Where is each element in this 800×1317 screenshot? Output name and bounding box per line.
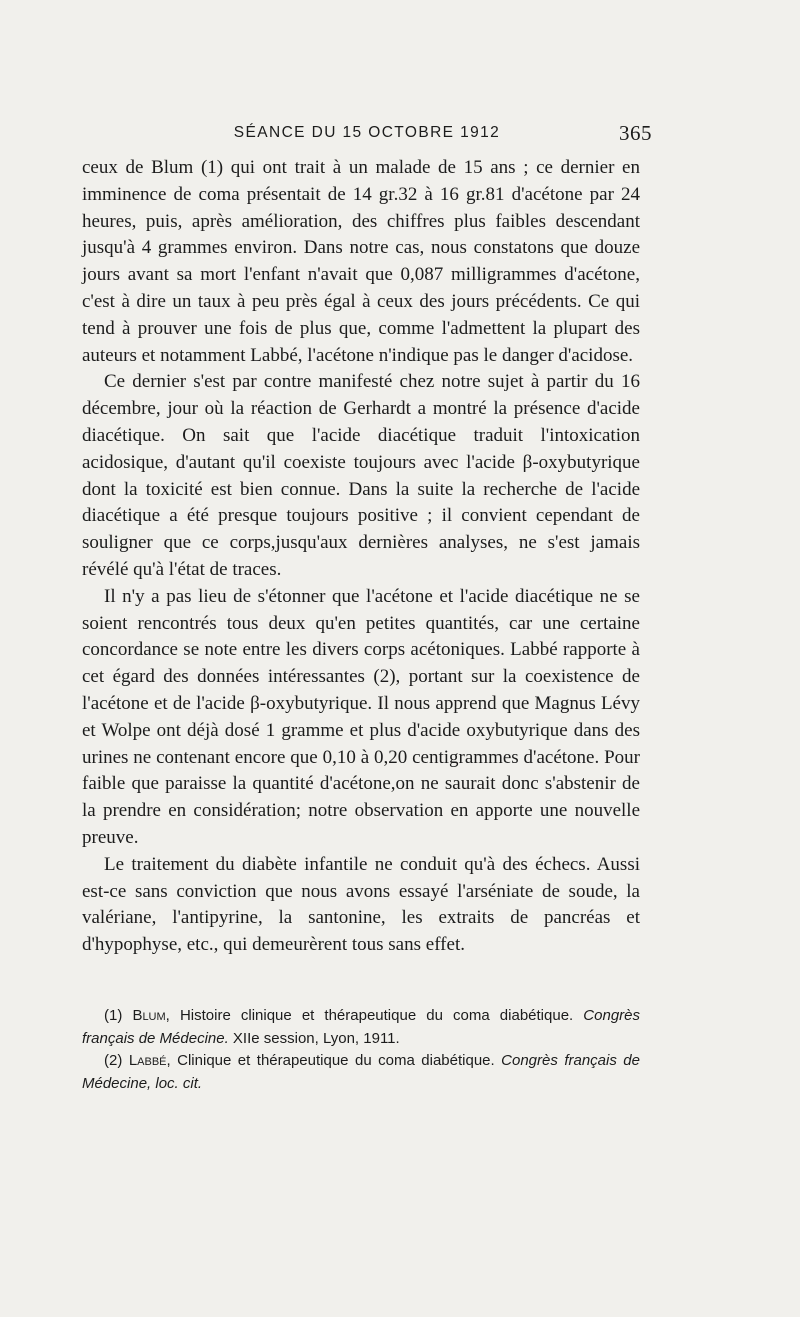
footnote-author: Blum, [132,1007,170,1024]
footnote-2 [82,1050,640,1095]
paragraph-2: Ce dernier s'est par contre manifesté chez notre sujet à partir du 16 décembre, jour où la réaction de Gerhardt a montré la présence d'acide diacétique. On sait que l'acide diacétique traduit l'intoxication acidosique, d'autant qu'il coexiste toujours avec l'acide β-oxybutyrique dont la toxicité est bien connue. Dans la suite la recherche de l'acide diacétique a été presque toujours positive ; il convient cependant de souligner que ce corps,jusqu'aux dernières analyses, ne s'est jamais révélé qu'à l'état de traces. [82,371,640,580]
footnote-text: Histoire clinique et thérapeutique du coma diabétique. [179,1007,574,1024]
body-text [82,155,640,959]
page-header [82,118,652,148]
page-number: 365 [619,120,652,145]
footnote-author: Labbé, [128,1052,171,1069]
footnote-marker: (1) [104,1007,123,1024]
footnote-source: Congrès français de Médecine. [82,1007,640,1047]
footnote-source: Congrès français de Médecine, loc. cit. [82,1052,640,1092]
running-head: SÉANCE DU 15 OCTOBRE 1912 [233,124,501,141]
footnotes [82,1005,640,1095]
footnote-1 [82,1005,640,1050]
footnote-text: Clinique et thérapeutique du coma diabétique. [177,1052,495,1069]
footnote-tail: XIIe session, Lyon, 1911. [232,1029,400,1047]
footnote-marker: (2) [104,1052,123,1069]
paragraph-1: ceux de Blum (1) qui ont trait à un malade de 15 ans ; ce dernier en imminence de coma présentait de 14 gr.32 à 16 gr.81 d'acétone par 24 heures, puis, après amélioration, des chiffres plus faibles descendant jusqu'à 4 grammes environ. Dans notre cas, nous constatons que douze jours avant sa mort l'enfant n'avait que 0,087 milligrammes d'acétone, c'est à dire un taux à peu près égal à ceux des jours précédents. Ce qui tend à prouver une fois de plus que, comme l'admettent la plupart des auteurs et notamment Labbé, l'acétone n'indique pas le danger d'acidose. [82,157,640,366]
paragraph-4: Le traitement du diabète infantile ne conduit qu'à des échecs. Aussi est-ce sans conviction que nous avons essayé l'arséniate de soude, la valériane, l'antipyrine, la santonine, les extraits de pancréas et d'hypophyse, etc., qui demeurèrent tous sans effet. [82,853,640,956]
paragraph-3: Il n'y a pas lieu de s'étonner que l'acétone et l'acide diacétique ne se soient rencontrés tous deux qu'en petites quantités, car une certaine concordance se note entre les divers corps acétoniques. Labbé rapporte à cet égard des données intéressantes (2), portant sur la coexistence de l'acétone et de l'acide β-oxybutyrique. Il nous apprend que Magnus Lévy et Wolpe ont déjà dosé 1 gramme et plus d'acide oxybutyrique dans des urines ne contenant encore que 0,10 à 0,20 centigrammes d'acétone. Pour faible que paraisse la quantité d'acétone,on ne saurait donc s'abstenir de la prendre en considération; notre observation en apporte une nouvelle preuve. [82,585,640,848]
